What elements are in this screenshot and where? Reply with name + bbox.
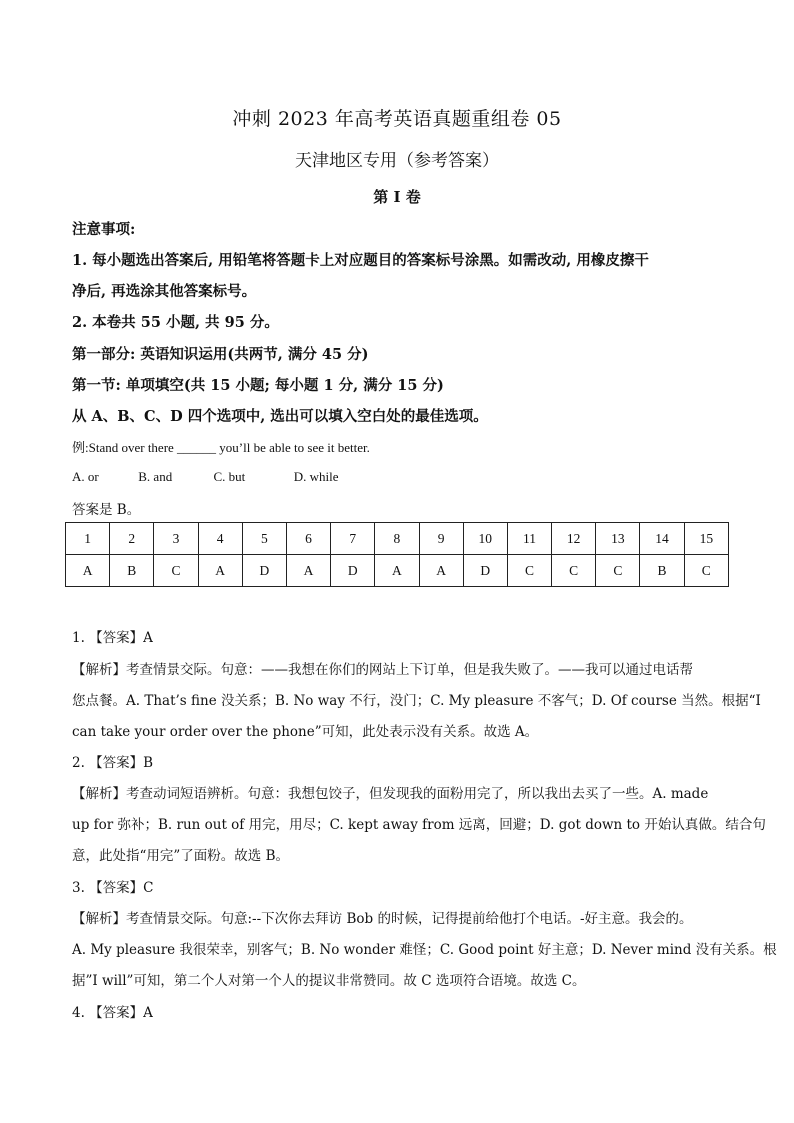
table-cell: 5 — [242, 523, 286, 555]
table-cell: B — [110, 555, 154, 587]
notice-item-2: 2. 本卷共 55 小题, 共 95 分。 — [72, 314, 279, 331]
table-cell: 3 — [154, 523, 198, 555]
table-cell: D — [242, 555, 286, 587]
table-cell: 10 — [463, 523, 507, 555]
table-cell: 13 — [596, 523, 640, 555]
explanation-line: 您点餐。A. That’s fine 没关系；B. No way 不行，没门；C. My pleasure 不客气；D. Of course 当然。根据“I — [72, 693, 761, 709]
table-cell: B — [640, 555, 684, 587]
explanation-line: 【解析】考查情景交际。句意：——我想在你们的网站上下订单，但是我失败了。——我可以通过电话帮 — [72, 662, 693, 678]
table-cell: 12 — [552, 523, 596, 555]
notice-item-1-line-1: 1. 每小题选出答案后, 用铅笔将答题卡上对应题目的答案标号涂黑。如需改动, 用橡皮擦干 — [72, 252, 649, 269]
table-cell: 14 — [640, 523, 684, 555]
table-cell: 2 — [110, 523, 154, 555]
answer-table-number-row — [66, 523, 729, 555]
explanation-line: up for 弥补；B. run out of 用完，用尽；C. kept away from 远离，回避；D. got down to 开始认真做。结合句 — [72, 817, 766, 833]
table-cell: C — [507, 555, 551, 587]
part-heading: 第一部分: 英语知识运用(共两节, 满分 45 分) — [72, 346, 369, 363]
answer-label-1: 1. 【答案】A — [72, 630, 153, 646]
answer-label-2: 2. 【答案】B — [72, 755, 154, 771]
table-cell: D — [331, 555, 375, 587]
example-option-b: B. and — [138, 469, 173, 484]
table-cell: D — [463, 555, 507, 587]
example-option-c: C. but — [213, 469, 246, 484]
table-cell: 15 — [684, 523, 728, 555]
notice-item-1-line-2: 净后, 再选涂其他答案标号。 — [72, 283, 257, 300]
table-cell: C — [552, 555, 596, 587]
explanation-line: 【解析】考查情景交际。句意:--下次你去拜访 Bob 的时候，记得提前给他打个电话。-好主意。我会的。 — [72, 911, 693, 927]
table-cell: 7 — [331, 523, 375, 555]
answer-table — [65, 522, 729, 587]
example-sentence: 例:Stand over there ______ you’ll be able to see it better. — [72, 440, 370, 455]
document-subtitle: 天津地区专用（参考答案） — [295, 151, 499, 171]
section-heading: 第一节: 单项填空(共 15 小题; 每小题 1 分, 满分 15 分) — [72, 377, 444, 394]
table-cell: A — [198, 555, 242, 587]
answer-table-answer-row — [66, 555, 729, 587]
table-cell: A — [375, 555, 419, 587]
table-cell: 1 — [66, 523, 110, 555]
table-cell: 6 — [286, 523, 330, 555]
example-answer: 答案是 B。 — [72, 502, 141, 518]
explanation-line: A. My pleasure 我很荣幸，别客气；B. No wonder 难怪；C. Good point 好主意；D. Never mind 没有关系。根 — [72, 942, 777, 958]
table-cell: C — [154, 555, 198, 587]
table-cell: 8 — [375, 523, 419, 555]
section-instruction: 从 A、B、C、D 四个选项中, 选出可以填入空白处的最佳选项。 — [72, 408, 488, 425]
notice-heading: 注意事项: — [72, 221, 136, 238]
answer-label-3: 3. 【答案】C — [72, 880, 154, 896]
table-cell: A — [286, 555, 330, 587]
document-title: 冲刺 2023 年高考英语真题重组卷 05 — [232, 108, 562, 130]
example-option-a: A. or — [72, 469, 99, 484]
table-cell: C — [596, 555, 640, 587]
table-cell: A — [419, 555, 463, 587]
table-cell: C — [684, 555, 728, 587]
example-options — [72, 469, 734, 485]
table-cell: 11 — [507, 523, 551, 555]
table-cell: 9 — [419, 523, 463, 555]
example-option-d: D. while — [293, 469, 339, 484]
explanation-line: 【解析】考查动词短语辨析。句意：我想包饺子，但发现我的面粉用完了，所以我出去买了一些。A. made — [72, 786, 709, 802]
explanation-line: 意，此处指“用完”了面粉。故选 B。 — [72, 848, 290, 864]
table-cell: A — [66, 555, 110, 587]
explanation-line: 据”I will”可知，第二个人对第一个人的提议非常赞同。故 C 选项符合语境。故选 C。 — [72, 973, 586, 989]
volume-heading: 第 I 卷 — [373, 188, 421, 206]
answer-label-4: 4. 【答案】A — [72, 1005, 153, 1021]
table-cell: 4 — [198, 523, 242, 555]
explanation-line: can take your order over the phone”可知，此处表示没有关系。故选 A。 — [72, 724, 539, 740]
